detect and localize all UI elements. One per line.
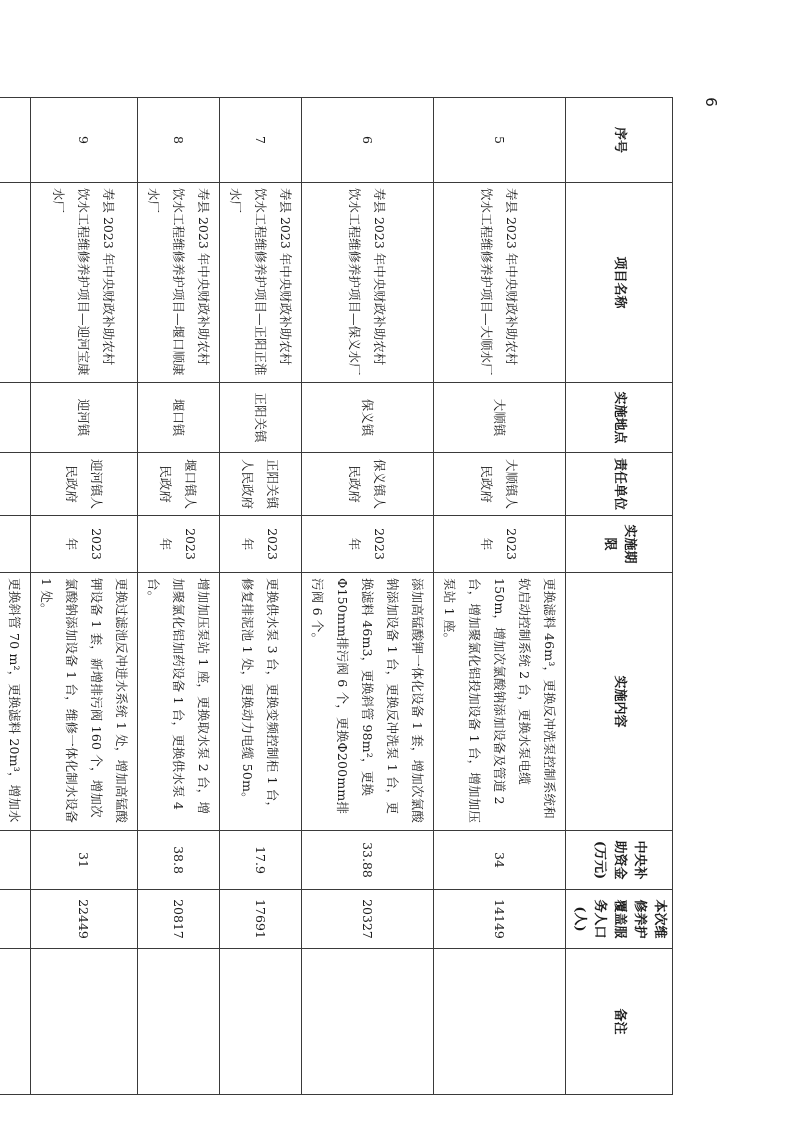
table-row [302, 98, 434, 1095]
cell-central-funds: 31 [31, 831, 138, 890]
cell-population [0, 890, 31, 949]
cell-population: 17691 [220, 890, 302, 949]
project-table-frame [7, 97, 673, 1094]
cell-project-name: 寿县 2023 年中央财政补助农村饮水工程维修养护项目—大顺水厂 [434, 183, 566, 383]
cell-population: 22449 [31, 890, 138, 949]
cell-location: 迎河镇 [31, 383, 138, 453]
cell-seq: 7 [220, 98, 302, 183]
header-content: 实施内容 [566, 573, 673, 831]
cell-content: 增加加压泵站 1 座，更换取水泵 2 台，增加聚氯化铝加药设备 1 台，更换供水泵 4 台。 [138, 573, 220, 831]
table-header-row [566, 98, 673, 1095]
cell-population: 20327 [302, 890, 434, 949]
header-location: 实施地点 [566, 383, 673, 453]
table-row [220, 98, 302, 1095]
cell-central-funds: 38.8 [138, 831, 220, 890]
cell-period [0, 516, 31, 573]
cell-remarks [220, 949, 302, 1095]
cell-seq: 9 [31, 98, 138, 183]
cell-location: 保义镇 [302, 383, 434, 453]
cell-responsible-unit: 保义镇人民政府 [302, 453, 434, 516]
header-seq: 序号 [566, 98, 673, 183]
header-remarks: 备注 [566, 949, 673, 1095]
table-row [31, 98, 138, 1095]
cell-content: 添加高锰酸钾一体化设备 1 套，增加次氯酸钠添加设备 1 台，更换反冲洗泵 1 台，更换滤料 46m3，更换斜管 98m²，更换Φ150mm排污阀 6 个，更换Φ200mm排污阀 6 个。 [302, 573, 434, 831]
cell-central-funds [0, 831, 31, 890]
cell-period: 2023 年 [31, 516, 138, 573]
project-table [0, 97, 673, 1095]
cell-content: 更换供水泵 3 台，更换变频控制柜 1 台，修复排泥池 1 处，更换动力电缆 50m。 [220, 573, 302, 831]
cell-central-funds: 34 [434, 831, 566, 890]
cell-remarks [138, 949, 220, 1095]
header-responsible-unit: 责任单位 [566, 453, 673, 516]
cell-period: 2023 年 [138, 516, 220, 573]
cell-content: 更换滤料 46m³，更换反冲洗泵控制系统和软启动控制系统 2 台，更换水泵电缆 150m，增加次氯酸钠添加设备及管道 2 台，增加聚氯化铝投加设备 1 台，增加加压泵站 1 座。 [434, 573, 566, 831]
cell-period: 2023 年 [220, 516, 302, 573]
table-row [0, 98, 31, 1095]
header-central-funds: 中央补助资金(万元) [566, 831, 673, 890]
cell-project-name: 寿县 2023 年中央财政补助农村饮水工程维修养护项目—保义水厂 [302, 183, 434, 383]
page-number: 6 [702, 97, 720, 107]
cell-remarks [434, 949, 566, 1095]
cell-project-name [0, 183, 31, 383]
cell-population: 20817 [138, 890, 220, 949]
cell-location [0, 383, 31, 453]
cell-responsible-unit: 正阳关镇人民政府 [220, 453, 302, 516]
cell-location: 正阳关镇 [220, 383, 302, 453]
cell-seq: 8 [138, 98, 220, 183]
header-project-name: 项目名称 [566, 183, 673, 383]
cell-responsible-unit: 迎河镇人民政府 [31, 453, 138, 516]
cell-responsible-unit: 堰口镇人民政府 [138, 453, 220, 516]
cell-period: 2023 年 [434, 516, 566, 573]
cell-seq: 6 [302, 98, 434, 183]
table-row [434, 98, 566, 1095]
cell-remarks [0, 949, 31, 1095]
cell-period: 2023 年 [302, 516, 434, 573]
cell-location: 堰口镇 [138, 383, 220, 453]
cell-project-name: 寿县 2023 年中央财政补助农村饮水工程维修养护项目—堰口顺康水厂 [138, 183, 220, 383]
header-period: 实施期限 [566, 516, 673, 573]
cell-remarks [302, 949, 434, 1095]
cell-central-funds: 17.9 [220, 831, 302, 890]
cell-remarks [31, 949, 138, 1095]
cell-responsible-unit: 大顺镇人民政府 [434, 453, 566, 516]
table-row [138, 98, 220, 1095]
cell-central-funds: 33.88 [302, 831, 434, 890]
cell-project-name: 寿县 2023 年中央财政补助农村饮水工程维修养护项目—迎河宝康水厂 [31, 183, 138, 383]
cell-content: 更换过滤池反冲进水系统 1 处，增加高锰酸钾设备 1 套，新增排污阀 160 个，增加次氯酸钠添加设备 1 台，维修一体化制水设备 1 处。 [31, 573, 138, 831]
cell-seq: 5 [434, 98, 566, 183]
cell-seq [0, 98, 31, 183]
cell-project-name: 寿县 2023 年中央财政补助农村饮水工程维修养护项目—正阳正淮水厂 [220, 183, 302, 383]
cell-responsible-unit [0, 453, 31, 516]
cell-population: 14149 [434, 890, 566, 949]
cell-content: 更换斜管 70 m²，更换滤料 20m³，增加水 [0, 573, 31, 831]
cell-location: 大顺镇 [434, 383, 566, 453]
header-population: 本次维修养护覆盖服务人口(人) [566, 890, 673, 949]
